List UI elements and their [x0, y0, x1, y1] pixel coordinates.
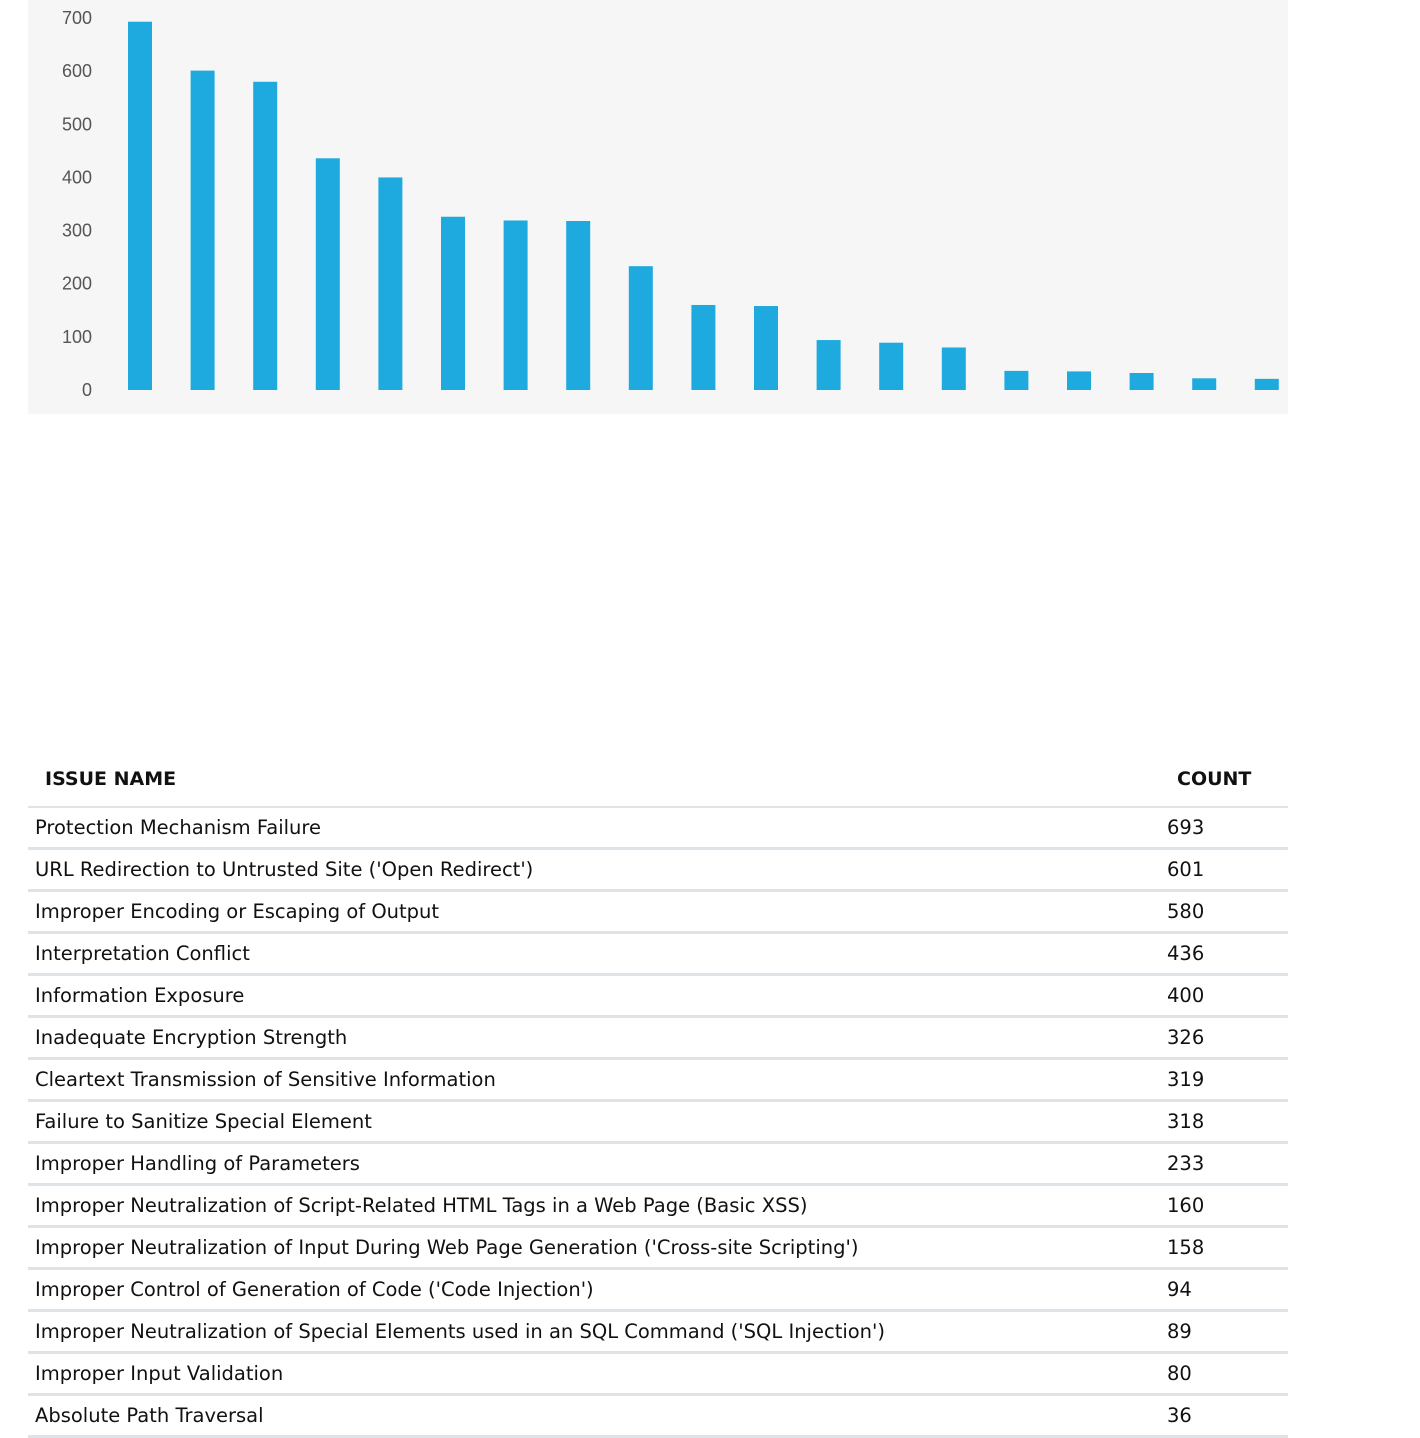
table-row: [28, 1185, 1288, 1227]
table-row: [28, 1143, 1288, 1185]
issue-name-cell: Improper Neutralization of Input During Web Page Generation ('Cross-site Scripting'): [28, 1227, 1166, 1269]
y-tick-label: 400: [61, 167, 92, 188]
issue-count-cell: 233: [1166, 1143, 1288, 1185]
issue-name-cell: Cleartext Transmission of Sensitive Information: [28, 1059, 1166, 1101]
issue-count-cell: 36: [1166, 1395, 1288, 1437]
header-issue-name: ISSUE NAME: [28, 752, 1166, 807]
table-row: [28, 1311, 1288, 1353]
bar: [1255, 379, 1279, 390]
y-tick-label: 600: [61, 61, 92, 82]
issue-name-cell: URL Redirection to Untrusted Site ('Open Redirect'): [28, 849, 1166, 891]
bar: [316, 158, 340, 390]
header-count: COUNT: [1166, 752, 1288, 807]
bar: [504, 220, 528, 390]
issue-name-cell: Information Exposure: [28, 975, 1166, 1017]
issue-name-cell: Improper Neutralization of Special Elements used in an SQL Command ('SQL Injection'): [28, 1311, 1166, 1353]
issue-name-cell: Inadequate Encryption Strength: [28, 1017, 1166, 1059]
issue-count-cell: 601: [1166, 849, 1288, 891]
bar: [817, 340, 841, 390]
issue-count-cell: 400: [1166, 975, 1288, 1017]
table-row: [28, 891, 1288, 933]
issue-count-cell: 80: [1166, 1353, 1288, 1395]
issue-name-cell: Improper Handling of Parameters: [28, 1143, 1166, 1185]
y-tick-label: 0: [81, 380, 92, 400]
bar: [629, 266, 653, 390]
bar: [253, 82, 277, 390]
issue-table: [28, 752, 1288, 1438]
table-row: [28, 975, 1288, 1017]
bar: [1130, 373, 1154, 390]
issue-count-cell: 693: [1166, 807, 1288, 849]
bar: [879, 343, 903, 390]
issue-name-cell: Improper Encoding or Escaping of Output: [28, 891, 1166, 933]
bar: [378, 177, 402, 390]
bar: [1192, 378, 1216, 390]
issue-count-cell: 158: [1166, 1227, 1288, 1269]
issue-name-cell: Failure to Sanitize Special Element: [28, 1101, 1166, 1143]
issue-count-cell: 94: [1166, 1269, 1288, 1311]
bar: [191, 71, 215, 390]
table-header-row: [28, 752, 1288, 807]
issue-name-cell: Improper Input Validation: [28, 1353, 1166, 1395]
bar: [128, 22, 152, 390]
y-axis-ticks: [62, 8, 92, 400]
issue-count-cell: 319: [1166, 1059, 1288, 1101]
issue-count-cell: 326: [1166, 1017, 1288, 1059]
table-row: [28, 1017, 1288, 1059]
bar-chart: [0, 0, 1420, 430]
issue-count-cell: 436: [1166, 933, 1288, 975]
bar: [566, 221, 590, 390]
table-row: [28, 933, 1288, 975]
y-tick-label: 700: [61, 8, 92, 28]
bars: [128, 22, 1279, 390]
bar: [1004, 371, 1028, 390]
issue-name-cell: Interpretation Conflict: [28, 933, 1166, 975]
issue-name-cell: Absolute Path Traversal: [28, 1395, 1166, 1437]
table-row: [28, 1353, 1288, 1395]
table-row: [28, 849, 1288, 891]
bar: [441, 217, 465, 390]
issue-name-cell: Improper Neutralization of Script-Related HTML Tags in a Web Page (Basic XSS): [28, 1185, 1166, 1227]
y-tick-label: 300: [61, 220, 92, 241]
bar: [1067, 371, 1091, 390]
y-tick-label: 500: [61, 114, 92, 135]
table-row: [28, 1059, 1288, 1101]
issue-count-cell: 580: [1166, 891, 1288, 933]
issue-name-cell: Protection Mechanism Failure: [28, 807, 1166, 849]
issue-count-cell: 89: [1166, 1311, 1288, 1353]
issue-count-cell: 318: [1166, 1101, 1288, 1143]
issue-name-cell: Improper Control of Generation of Code ('Code Injection'): [28, 1269, 1166, 1311]
table-row: [28, 1227, 1288, 1269]
bar: [691, 305, 715, 390]
table-row: [28, 1101, 1288, 1143]
y-tick-label: 100: [61, 326, 92, 347]
y-tick-label: 200: [61, 273, 92, 294]
bar: [942, 347, 966, 390]
bar: [754, 306, 778, 390]
table-row: [28, 1395, 1288, 1437]
table-row: [28, 1269, 1288, 1311]
table-row: [28, 807, 1288, 849]
issue-count-cell: 160: [1166, 1185, 1288, 1227]
